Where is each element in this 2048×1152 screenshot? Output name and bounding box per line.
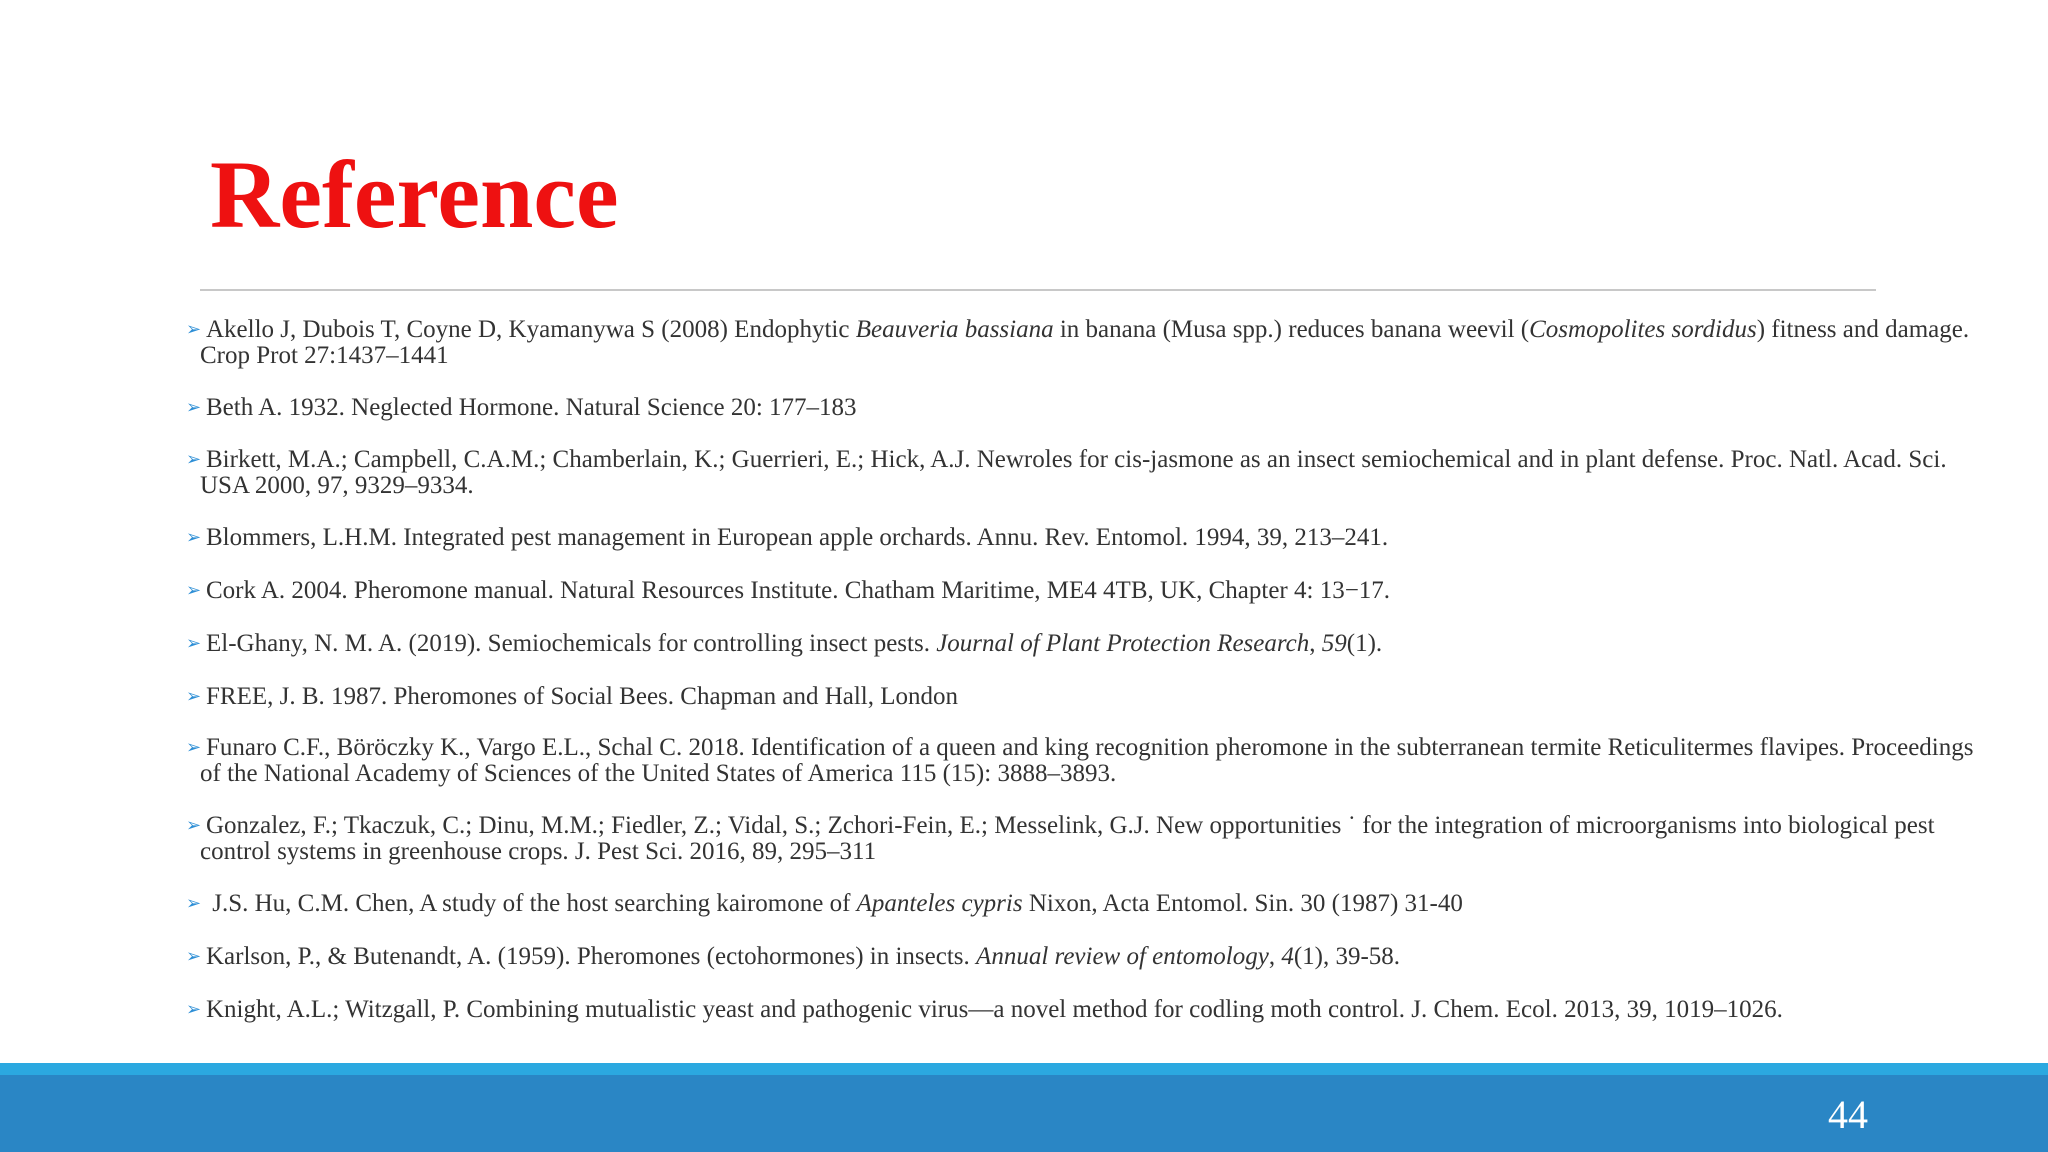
reference-item-el-ghany: ➢ El-Ghany, N. M. A. (2019). Semiochemicals for controlling insect pests. Journal of Plant Protection Research, 59(1). [186, 630, 1383, 657]
arrowhead-bullet-icon: ➢ [186, 686, 202, 707]
reference-item-beth: ➢ Beth A. 1932. Neglected Hormone. Natural Science 20: 177–183 [186, 394, 857, 421]
reference-item-blommers: ➢ Blommers, L.H.M. Integrated pest management in European apple orchards. Annu. Rev. Entomol. 1994, 39, 213–241. [186, 524, 1389, 551]
arrowhead-bullet-icon: ➢ [186, 999, 202, 1020]
reference-item-knight: ➢ Knight, A.L.; Witzgall, P. Combining mutualistic yeast and pathogenic virus—a novel method for codling moth control. J. Chem. Ecol. 2013, 39, 1019–1026. [186, 996, 1783, 1023]
arrowhead-bullet-icon: ➢ [186, 946, 202, 967]
footer-bar [0, 1075, 2048, 1152]
arrowhead-bullet-icon: ➢ [186, 319, 202, 340]
arrowhead-bullet-icon: ➢ [186, 893, 202, 914]
arrowhead-bullet-icon: ➢ [186, 527, 202, 548]
reference-item-akello: ➢ Akello J, Dubois T, Coyne D, Kyamanywa S (2008) Endophytic Beauveria bassiana in banana (Musa spp.) reduces banana weevil (Cosmopolites sordidus) fitness and damage. Crop Prot 27:1437–1441 [186, 316, 1970, 369]
reference-item-funaro: ➢ Funaro C.F., Böröczky K., Vargo E.L., Schal C. 2018. Identification of a queen and king recognition pheromone in the subterranean termite Reticulitermes flavipes. Proceedings of the National Academy of Sciences of the United States of America 115 (15): 3888–3893. [186, 734, 1974, 787]
title-divider [200, 289, 1876, 291]
arrowhead-bullet-icon: ➢ [186, 815, 202, 836]
arrowhead-bullet-icon: ➢ [186, 397, 202, 418]
reference-item-birkett: ➢ Birkett, M.A.; Campbell, C.A.M.; Chamberlain, K.; Guerrieri, E.; Hick, A.J. Newroles for cis-jasmone as an insect semiochemical and in plant defense. Proc. Natl. Acad. Sci. USA 2000, 97, 9329–9334. [186, 446, 1947, 499]
arrowhead-bullet-icon: ➢ [186, 633, 202, 654]
arrowhead-bullet-icon: ➢ [186, 449, 202, 470]
arrowhead-bullet-icon: ➢ [186, 737, 202, 758]
reference-item-karlson: ➢ Karlson, P., & Butenandt, A. (1959). Pheromones (ectohormones) in insects. Annual review of entomology, 4(1), 39-58. [186, 943, 1401, 970]
reference-item-free: ➢ FREE, J. B. 1987. Pheromones of Social Bees. Chapman and Hall, London [186, 683, 959, 710]
footer-stripe [0, 1063, 2048, 1075]
arrowhead-bullet-icon: ➢ [186, 580, 202, 601]
page-number: 44 [1828, 1092, 1868, 1137]
reference-item-gonzalez: ➢ Gonzalez, F.; Tkaczuk, C.; Dinu, M.M.; Fiedler, Z.; Vidal, S.; Zchori-Fein, E.; Messelink, G.J. New opportunities ˙ for the integration of microorganisms into biological pest control systems in greenhouse crops. J. Pest Sci. 2016, 89, 295–311 [186, 812, 1935, 865]
reference-item-hu: ➢ J.S. Hu, C.M. Chen, A study of the host searching kairomone of Apanteles cypris Nixon, Acta Entomol. Sin. 30 (1987) 31-40 [186, 890, 1463, 917]
reference-item-cork: ➢ Cork A. 2004. Pheromone manual. Natural Resources Institute. Chatham Maritime, ME4 4TB, UK, Chapter 4: 13−17. [186, 577, 1391, 604]
slide-title: Reference [210, 141, 619, 248]
